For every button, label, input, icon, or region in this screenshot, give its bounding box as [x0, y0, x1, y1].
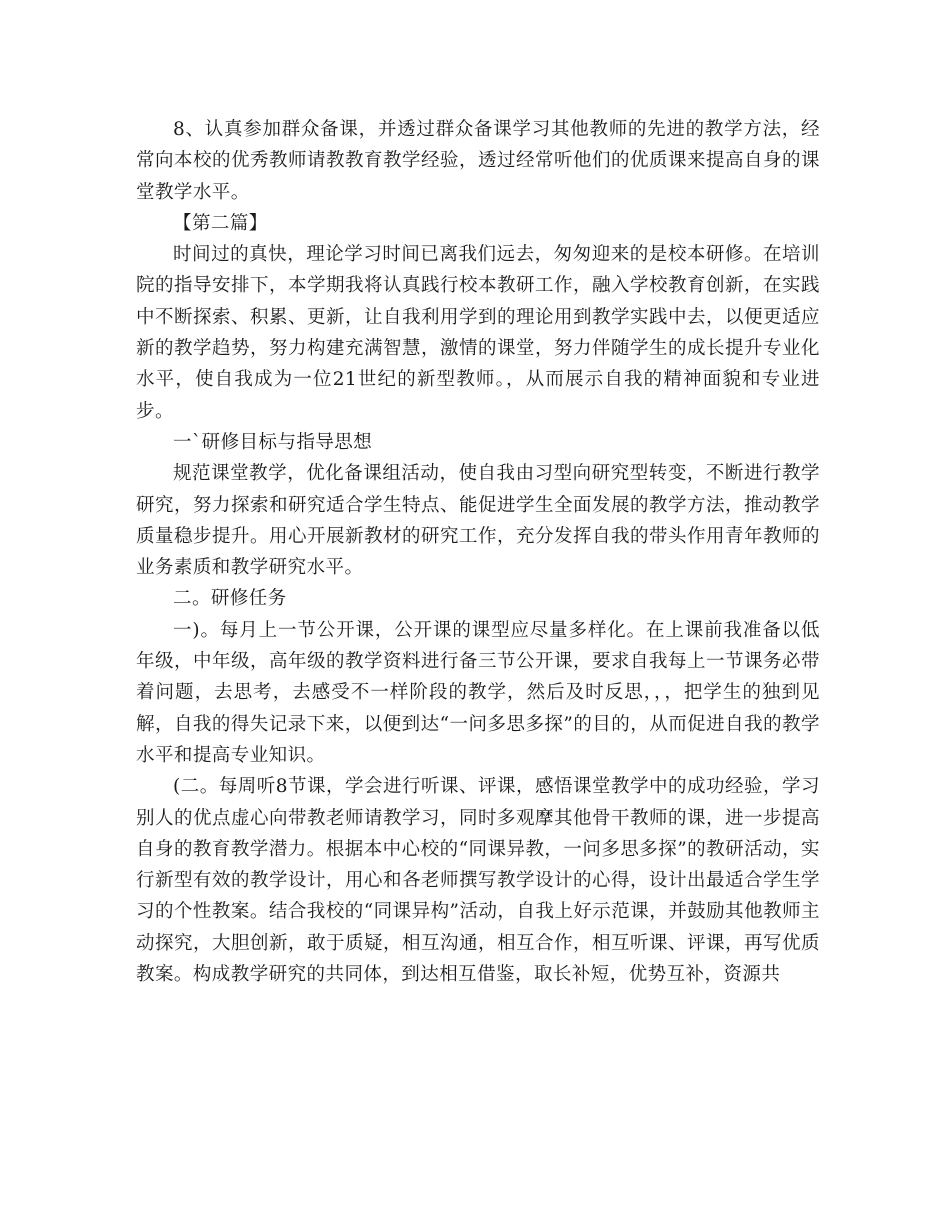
document-body	[136, 114, 820, 990]
heading-research-tasks: 二。研修任务	[173, 588, 287, 610]
paragraph-intro-school-research: 时间过的真快，理论学习时间已离我们远去，匆匆迎来的是校本研修。在培训院的指导安排下，本学期我将认真践行校本教研工作，融入学校教育创新，在实践中不断探索、积累、更新，让自我利用学到的理论用到教学实践中去，以便更适应新的教学趋势，努力构建充满智慧，激情的课堂，努力伴随学生的成长提升专业化水平，使自我成为一位21世纪的新型教师。，从而展示自我的精神面貌和专业进步。	[136, 244, 820, 422]
paragraph-8-group-lesson-prep: 8、认真参加群众备课，并透过群众备课学习其他教师的先进的教学方法，经常向本校的优秀教师请教教育教学经验，透过经常听他们的优质课来提高自身的课堂教学水平。	[136, 119, 820, 203]
paragraph-goals: 规范课堂教学，优化备课组活动，使自我由习型向研究型转变，不断进行教学研究，努力探索和研究适合学生特点、能促进学生全面发展的教学方法，推动教学质量稳步提升。用心开展新教材的研究工作，充分发挥自我的带头作用青年教师的业务素质和教学研究水平。	[136, 463, 820, 579]
paragraph-task-two-weekly-observation: (二。每周听8节课，学会进行听课、评课，感悟课堂教学中的成功经验，学习别人的优点虚心向带教老师请教学习，同时多观摩其他骨干教师的课，进一步提高自身的教育教学潜力。根据本中心校的“同课异教，一问多思多探”的教研活动，实行新型有效的教学设计，用心和各老师撰写教学设计的心得，设计出最适合学生学习的个性教案。结合我校的“同课异构”活动，自我上好示范课，并鼓励其他教师主动探究，大胆创新，敢于质疑，相互沟通，相互合作，相互听课、评课，再写优质教案。构成教学研究的共同体，到达相互借鉴，取长补短，优势互补，资源共	[136, 776, 820, 986]
paragraph-task-one-open-class: 一)。每月上一节公开课，公开课的课型应尽量多样化。在上课前我准备以低年级，中年级，高年级的教学资料进行备三节公开课，要求自我每上一节课务必带着问题，去思考，去感受不一样阶段的教学，然后及时反思，，，把学生的独到见解，自我的得失记录下来，以便到达“一问多思多探”的目的，从而促进自我的教学水平和提高专业知识。	[136, 619, 820, 766]
section-title-part-two: 【第二篇】	[173, 212, 268, 234]
heading-goals-and-guiding-ideas: 一`研修目标与指导思想	[173, 431, 373, 453]
